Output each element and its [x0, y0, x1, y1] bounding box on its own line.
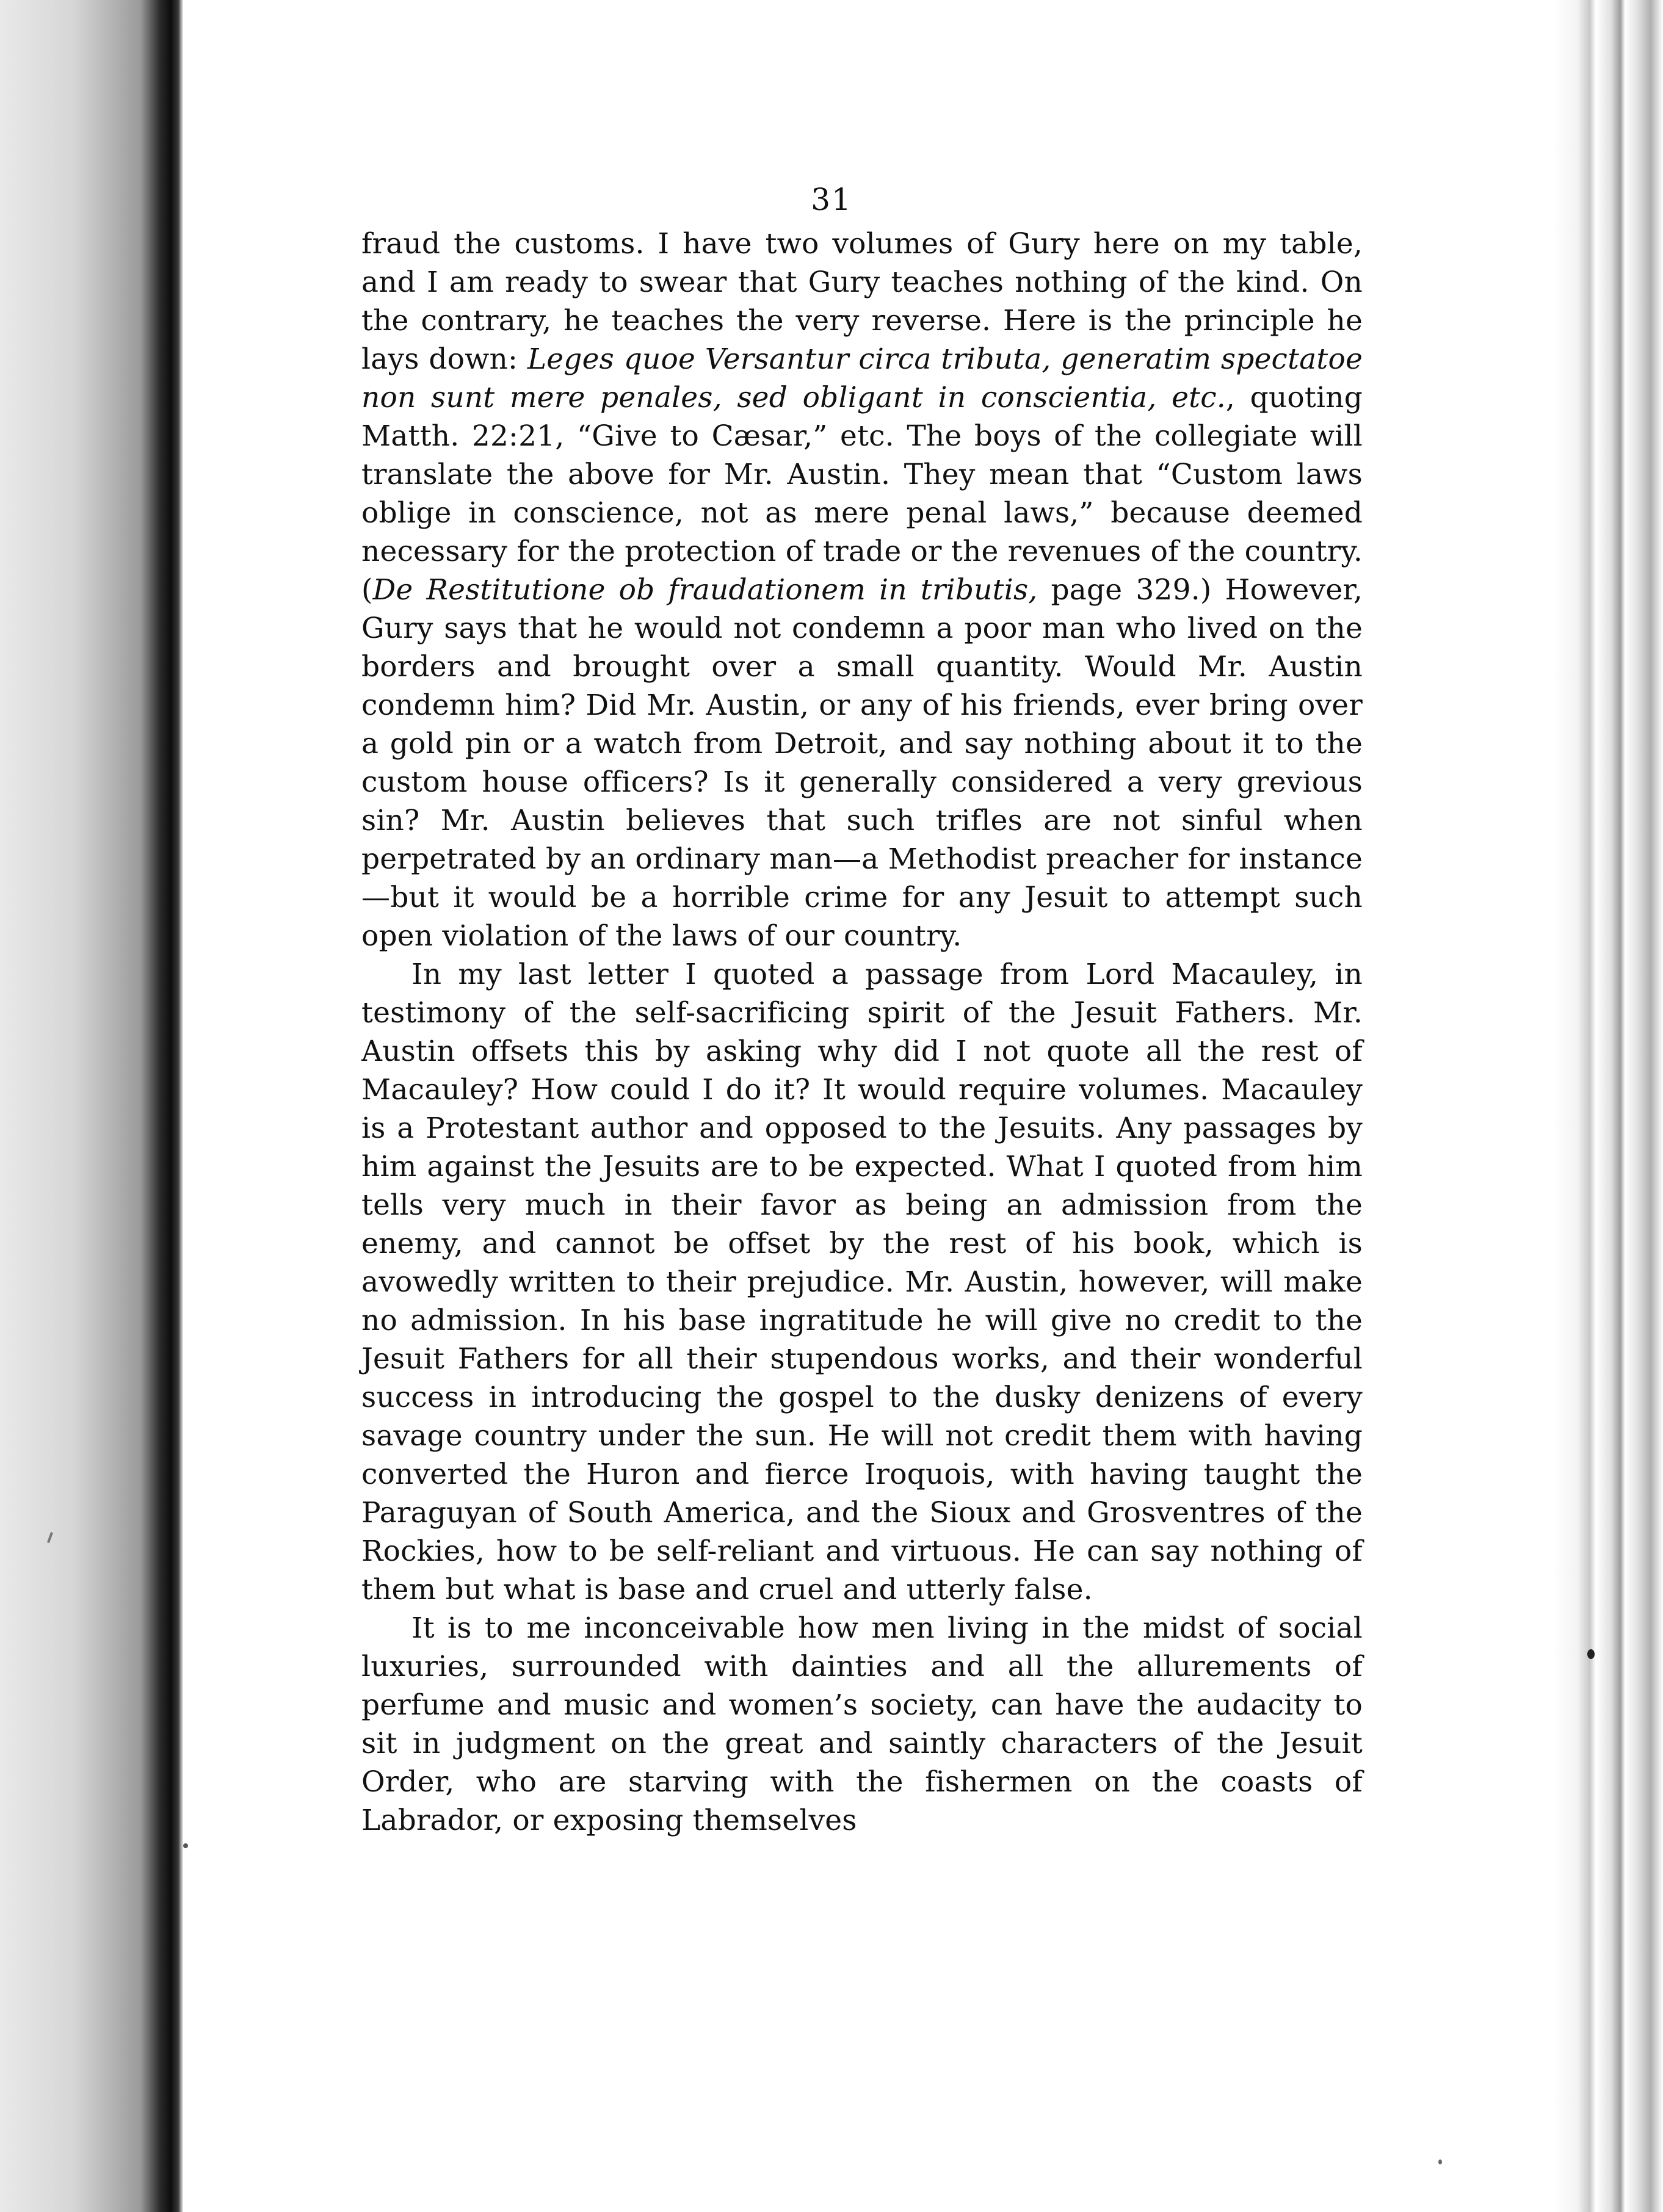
latin-quotation: Leges quoe Versantur circa tributa, generatim spectatoe non sunt mere penales, sed obligant in conscientia, etc. [361, 342, 1363, 414]
book-binding-shadow [0, 0, 183, 2212]
paragraph-1-text-b: , quoting Matth. 22:21, “Give to Cæsar,” etc. The boys of the collegiate will translate the above for Mr. Austin. They mean that “Custom laws oblige in conscience, not as mere penal laws,” because deemed necessary for the protection of trade or the revenues of the country. ( [361, 381, 1363, 607]
paragraph-3: It is to me inconceivable how men living in the midst of social luxuries, surrounded with dainties and all the allurements of perfume and music and women’s society, can have the audacity to sit in judgment on the great and saintly characters of the Jesuit Order, who are starving with the fishermen on the coasts of Labrador, or exposing themselves [361, 1611, 1363, 1837]
page-edge-right [1553, 0, 1663, 2212]
body-text [361, 225, 1363, 1840]
citation-title: De Restitutione ob fraudationem in tributis, [372, 573, 1038, 607]
paragraph-1-text-a: fraud the customs. I have two volumes of Gury here on my table, and I am ready to swear that Gury teaches nothing of the kind. On the contrary, he teaches the very reverse. Here is the principle he lays down: [361, 227, 1363, 376]
page-number: 31 [811, 182, 852, 217]
paragraph-1 [361, 225, 1363, 955]
scan-speck [183, 1843, 189, 1849]
paragraph-2: In my last letter I quoted a passage from Lord Macauley, in testimony of the self-sacrificing spirit of the Jesuit Fathers. Mr. Austin offsets this by asking why did I not quote all the rest of Macauley? How could I do it? It would require volumes. Macauley is a Protestant author and opposed to the Jesuits. Any passages by him against the Jesuits are to be expected. What I quoted from him tells very much in their favor as being an admission from the enemy, and cannot be offset by the rest of his book, which is avowedly written to their prejudice. Mr. Austin, however, will make no admission. In his base ingratitude he will give no credit to the Jesuit Fathers for all their stupendous works, and their wonderful success in introducing the gospel to the dusky denizens of every savage country under the sun. He will not credit them with having converted the Huron and fierce Iroquois, with having taught the Paraguyan of South America, and the Sioux and Grosventres of the Rockies, how to be self-reliant and virtuous. He can say nothing of them but what is base and cruel and utterly false. [361, 958, 1363, 1607]
scan-speck [1438, 2160, 1442, 2164]
scan-speck [1587, 1649, 1595, 1659]
paragraph-1-text-c: page 329.) However, Gury says that he would not condemn a poor man who lived on the borders and brought over a small quantity. Would Mr. Austin condemn him? Did Mr. Austin, or any of his friends, ever bring over a gold pin or a watch from Detroit, and say nothing about it to the custom house officers? Is it generally considered a very grevious sin? Mr. Austin believes that such trifles are not sinful when perpetrated by an ordinary man—a Methodist preacher for instance—but it would be a horrible crime for any Jesuit to attempt such open violation of the laws of our country. [361, 573, 1363, 953]
